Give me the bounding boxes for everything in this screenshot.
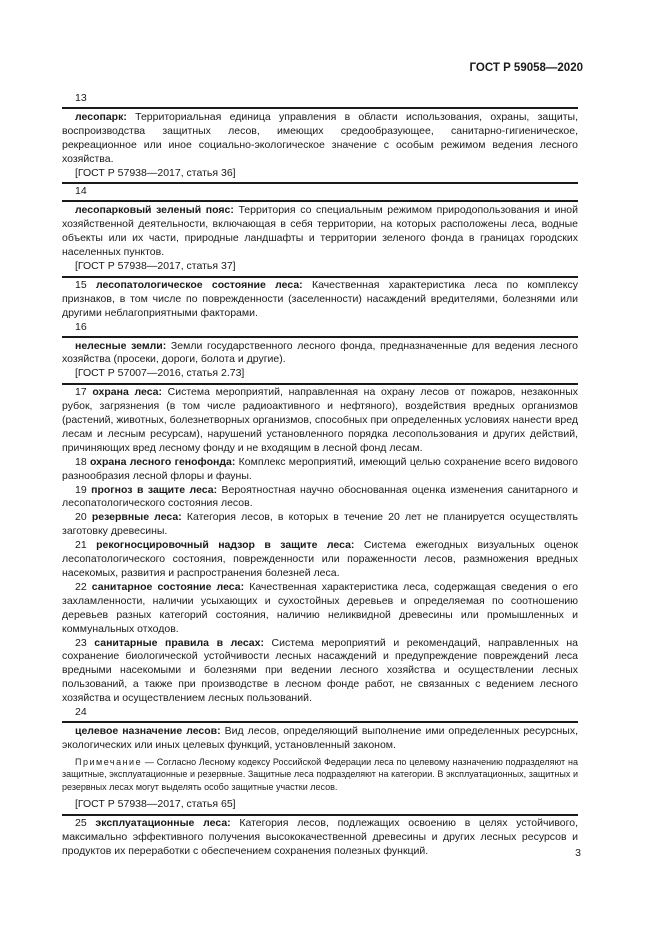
term-paragraph-23: 23 санитарные правила в лесах: Система мероприятий и рекомендаций, направленных на сохранение биологической устойчивости лесных насаждений и предупреждение повреждений леса вредными насекомыми и болезнями при ведении лесного хозяйства и осуществлении лесных пользований, а также при производстве в лесном фонде работ, не связанных с ведением лесного хозяйства и осуществлением лесных пользований.	[62, 636, 578, 705]
term-name-20: резервные леса:	[91, 511, 182, 524]
document-code-header: ГОСТ Р 59058—2020	[469, 62, 583, 74]
term-name-19: прогноз в защите леса:	[91, 483, 218, 496]
term-paragraph-19: 19 прогноз в защите леса: Вероятностная научно обоснованная оценка изменения санитарного и лесопатологического состояния лесов.	[62, 483, 579, 510]
term-name-25: эксплуатационные леса:	[95, 817, 231, 830]
term-name-15: лесопатологическое состояние леса:	[95, 278, 303, 291]
page-number: 3	[575, 847, 581, 859]
term-paragraph-21: 21 рекогносцировочный надзор в защите леса: Система ежегодных визуальных оценок лесопатологического состояния, поврежденности или пораженности лесов, размножения вредных насекомых, развития и распространения болезней леса.	[62, 539, 578, 579]
note-label: Примечание	[75, 756, 143, 767]
term-paragraph-18: 18 охрана лесного генофонда: Комплекс мероприятий, имеющий целью сохранение всего видового разнообразия лесной флоры и фауны.	[62, 455, 578, 482]
term-name-23: санитарные правила в лесах:	[94, 636, 264, 649]
term-paragraph-15: 15 лесопатологическое состояние леса: Качественная характеристика леса по комплексу признаков, в том числе по поврежденности (заселенности) насаждений вредителями, болезнями или другими неблагоприятными факторами.	[62, 278, 578, 319]
term-name-14: лесопарковый зеленый пояс:	[75, 204, 234, 217]
term-note-24: Примечание — Согласно Лесному кодексу Российской Федерации леса по целевому назначению подразделяют на защитные, эксплуатационные и резервные. Защитные леса подразделяют на категории. В эксплуатационных, защитных и резервных лесах могут выделять особо защитные участки лесов.	[62, 756, 578, 792]
term-reference-13: [ГОСТ Р 57938—2017, статья 36]	[75, 166, 236, 179]
term-box-14	[62, 200, 578, 278]
term-reference-24: [ГОСТ Р 57938—2017, статья 65]	[75, 798, 236, 811]
term-name-13: лесопарк:	[75, 110, 127, 123]
term-paragraph-20: 20 резервные леса: Категория лесов, в которых в течение 20 лет не планируется осуществлять заготовку древесины.	[62, 511, 578, 538]
term-name-22: санитарное состояние леса:	[91, 580, 245, 593]
term-number-24: 24	[75, 706, 87, 719]
term-number-14: 14	[75, 185, 87, 198]
term-definition-13: лесопарк: Территориальная единица управления в области использования, охраны, защиты, воспроизводства защитных лесов, имеющих средообразующее, санитарно-гигиеническое, рекреационное или иное социально-экологическое значение с особым режимом ведения лесного хозяйства.	[62, 110, 578, 165]
term-box-16	[62, 336, 578, 386]
term-number-13: 13	[75, 92, 87, 104]
term-number-16: 16	[75, 320, 87, 333]
term-name-17: охрана леса:	[92, 386, 162, 399]
term-name-18: охрана лесного генофонда:	[90, 455, 236, 468]
term-paragraph-25: 25 эксплуатационные леса: Категория лесов, подлежащих освоению в целях устойчивого, максимально эффективного получения высококачественной древесины и других лесных ресурсов и продуктов их переработки с обеспечением сохранения полезных функций.	[62, 817, 578, 857]
term-reference-16: [ГОСТ Р 57007—2016, статья 2.73]	[75, 367, 245, 380]
term-name-16: нелесные земли:	[75, 339, 167, 352]
term-paragraph-17: 17 охрана леса: Система мероприятий, направленная на охрану лесов от пожаров, незаконных рубок, загрязнения (в том числе радиоактивного и нефтяного), воздействия вредных организмов (растений, животных, болезнетворных организмов, способных при определенных условиях нанести вред лесам и лесным ресурсам), нарушений установленного порядка лесопользования и других действий, причиняющих вред лесному фонду и не входящим в лесной фонд лесам.	[62, 386, 578, 454]
term-paragraph-22: 22 санитарное состояние леса: Качественная характеристика леса, содержащая сведения о его захламленности, наличии усыхающих и сухостойных деревьев и определяемая по соотношению деревьев разных категорий состояния, наличию неликвидной древесины или промышленных и коммунальных отходов.	[62, 580, 578, 635]
terms-content	[62, 92, 578, 859]
term-name-21: рекогносцировочный надзор в защите леса:	[96, 539, 355, 552]
term-definition-14: лесопарковый зеленый пояс: Территория со специальным режимом природопользования и иной хозяйственной деятельности, включающая в себя территории, на которых расположены леса, водные объекты или их части, природные ландшафты и территории зеленого фонда в границах городских населенных пунктов.	[62, 204, 578, 259]
term-definition-24: целевое назначение лесов: Вид лесов, определяющий выполнение ими определенных ресурсных, экологических или иных целевых функций, установленный законом.	[62, 724, 578, 751]
term-name-24: целевое назначение лесов:	[75, 724, 221, 737]
term-reference-14: [ГОСТ Р 57938—2017, статья 37]	[75, 259, 236, 272]
term-box-24	[62, 721, 578, 816]
term-definition-16: нелесные земли: Земли государственного лесного фонда, предназначенные для ведения лесного хозяйства (просеки, дороги, болота и другие).	[62, 339, 578, 366]
term-box-13	[62, 107, 578, 185]
